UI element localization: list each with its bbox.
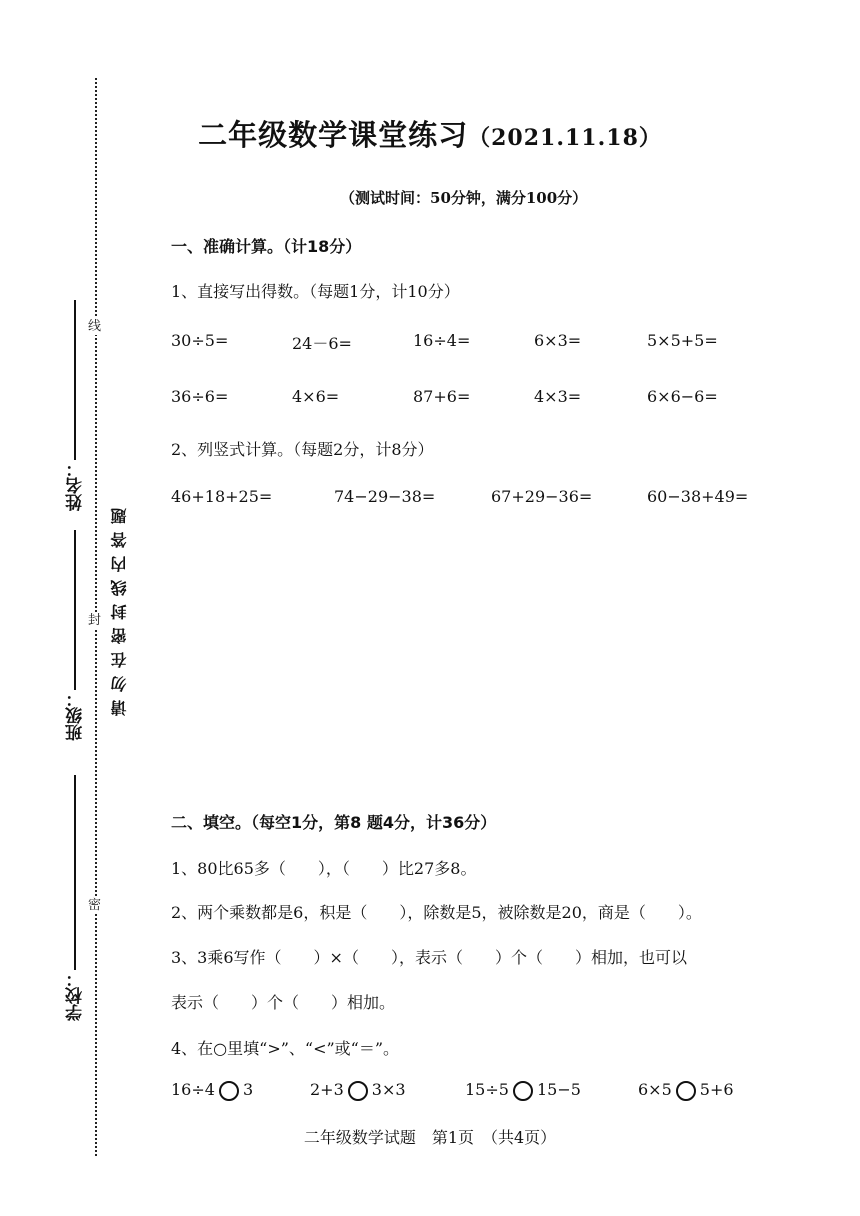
name-field[interactable] xyxy=(60,300,90,511)
calc-item: 36÷6= xyxy=(171,387,229,406)
bind-label-secret: 密 xyxy=(88,898,102,913)
compare-right: 3 xyxy=(242,1080,254,1099)
compare-circle[interactable] xyxy=(676,1081,696,1101)
compare-left: 6×5 xyxy=(638,1080,672,1099)
calc-item: 4×3= xyxy=(534,387,582,406)
class-field[interactable] xyxy=(60,530,90,741)
school-underline[interactable] xyxy=(74,775,76,970)
calc-item: 24－6= xyxy=(292,334,352,353)
calc-item: 30÷5= xyxy=(171,331,229,350)
fill-q2: 2、两个乘数都是6，积是（ ），除数是5，被除数是20，商是（ ）。 xyxy=(171,903,702,922)
section1-heading: 一、准确计算。（计18分） xyxy=(171,237,362,256)
calc-item: 16÷4= xyxy=(413,331,471,350)
vertical-calc-item: 60−38+49= xyxy=(647,487,749,506)
calc-item: 4×6= xyxy=(292,387,340,406)
compare-circle[interactable] xyxy=(348,1081,368,1101)
vertical-calc-item: 46+18+25= xyxy=(171,487,273,506)
fill-q1: 1、80比65多（ ），（ ）比27多8。 xyxy=(171,859,477,878)
compare-item xyxy=(638,1080,734,1101)
fill-q4: 4、在○里填“>”、“<”或“＝”。 xyxy=(171,1039,400,1058)
compare-left: 16÷4 xyxy=(171,1080,215,1099)
page-title xyxy=(0,113,860,154)
vertical-calc-item: 74−29−38= xyxy=(334,487,436,506)
compare-right: 5+6 xyxy=(699,1080,734,1099)
name-label: 姓名： xyxy=(65,460,86,511)
compare-circle[interactable] xyxy=(513,1081,533,1101)
test-info: （测试时间：50分钟，满分100分） xyxy=(340,189,588,207)
fill-q3-line2: 表示（ ）个（ ）相加。 xyxy=(171,993,396,1012)
calc-item: 6×6−6= xyxy=(647,387,718,406)
calc-item: 5×5+5= xyxy=(647,331,718,350)
calc-item: 6×3= xyxy=(534,331,582,350)
fill-q3-line1: 3、3乘6写作（ ）×（ ），表示（ ）个（ ）相加，也可以 xyxy=(171,948,687,967)
compare-item xyxy=(310,1080,406,1101)
compare-item xyxy=(465,1080,581,1101)
compare-circle[interactable] xyxy=(219,1081,239,1101)
title-text: 二年级数学课堂练习 xyxy=(198,118,469,152)
section2-heading: 二、填空。（每空1分，第8 题4分，计36分） xyxy=(171,813,497,832)
vertical-calc-item: 67+29−36= xyxy=(491,487,593,506)
compare-left: 15÷5 xyxy=(465,1080,509,1099)
title-date: （2021.11.18） xyxy=(468,125,662,151)
calc-item: 87+6= xyxy=(413,387,471,406)
bind-label-line: 线 xyxy=(88,319,102,334)
q2-instruction: 2、列竖式计算。（每题2分，计8分） xyxy=(171,440,434,459)
school-field[interactable] xyxy=(60,775,90,1021)
compare-right: 3×3 xyxy=(371,1080,406,1099)
page-footer: 二年级数学试题 第1页 （共4页） xyxy=(303,1128,557,1147)
seal-warning: 请勿在密封线内答题 xyxy=(110,500,129,716)
compare-right: 15−5 xyxy=(536,1080,581,1099)
q1-instruction: 1、直接写出得数。（每题1分，计10分） xyxy=(171,282,460,301)
name-underline[interactable] xyxy=(74,300,76,460)
class-underline[interactable] xyxy=(74,530,76,690)
compare-item xyxy=(171,1080,253,1101)
bind-label-seal: 封 xyxy=(88,613,102,628)
class-label: 班级： xyxy=(65,690,86,741)
compare-left: 2+3 xyxy=(310,1080,344,1099)
school-label: 学校： xyxy=(65,970,86,1021)
